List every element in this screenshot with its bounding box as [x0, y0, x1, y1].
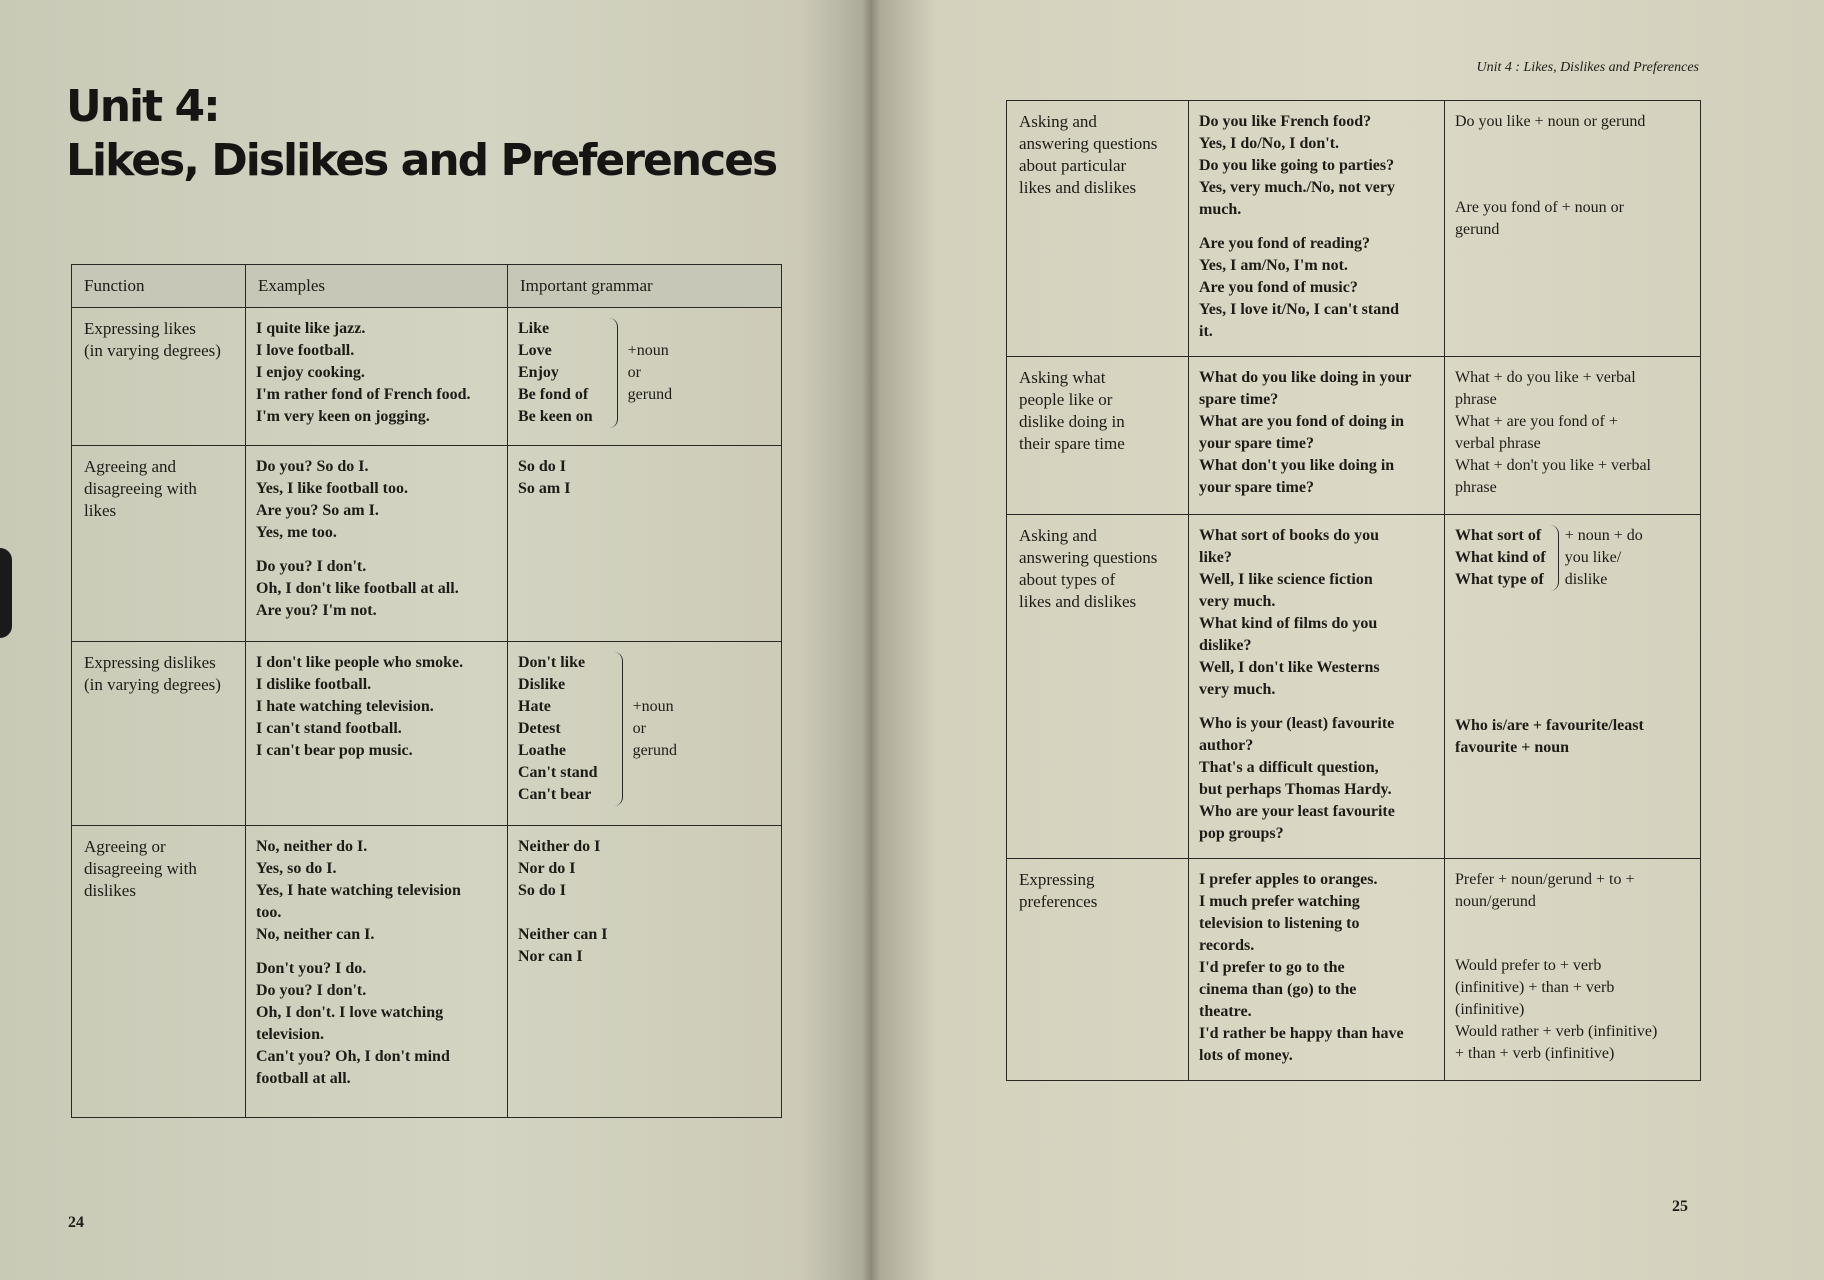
table-header-row: [72, 265, 782, 308]
header-function: Function: [72, 265, 246, 308]
function-cell: Asking and answering questions about types of likes and dislikes: [1007, 515, 1189, 859]
functions-table-left: [71, 264, 782, 1118]
unit-title-line1: Unit 4:: [66, 81, 219, 132]
grammar-verb-list: Don't like Dislike Hate Detest Loathe Can't stand Can't bear: [518, 654, 598, 803]
examples-cell: [1189, 101, 1445, 357]
page-number-left: 24: [68, 1214, 84, 1231]
unit-title: [66, 80, 776, 188]
examples-cell: [246, 446, 508, 642]
example-group: No, neither do I. Yes, so do I. Yes, I hate watching television too. No, neither can I.: [256, 838, 461, 943]
running-head: Unit 4 : Likes, Dislikes and Preferences: [1476, 60, 1699, 75]
function-cell: Agreeing and disagreeing with likes: [72, 446, 246, 642]
function-cell: Asking what people like or dislike doing in their spare time: [1007, 357, 1189, 515]
function-cell: Expressing preferences: [1007, 859, 1189, 1081]
examples-cell: [246, 826, 508, 1118]
example-group: Don't you? I do. Do you? I don't. Oh, I don't. I love watching television. Can't you? Oh, I don't mind football at all.: [256, 960, 450, 1087]
grammar-text: Would prefer to + verb (infinitive) + than + verb (infinitive) Would rather + verb (infinitive) + than + verb (infinitive): [1455, 957, 1658, 1062]
grammar-cell: [1445, 515, 1701, 859]
example-group: Do you? So do I. Yes, I like football too. Are you? So am I. Yes, me too.: [256, 458, 408, 541]
example-group: Do you like French food? Yes, I do/No, I don't. Do you like going to parties? Yes, very much./No, not very much.: [1199, 113, 1395, 218]
examples-cell: [246, 642, 508, 826]
grammar-text: Are you fond of + noun or gerund: [1455, 199, 1624, 238]
header-examples: Examples: [246, 265, 508, 308]
grammar-verb-list: Like Love Enjoy Be fond of Be keen on: [518, 320, 593, 425]
table-row: [1007, 515, 1701, 859]
grammar-question-list: What sort of What kind of What type of: [1455, 527, 1546, 588]
grammar-pattern: +noun or gerund: [632, 698, 678, 759]
brace-icon: [614, 652, 623, 806]
table-row: [1007, 357, 1701, 515]
example-group: Who is your (least) favourite author? That's a difficult question, but perhaps Thomas Hardy. Who are your least favourite pop groups?: [1199, 715, 1395, 842]
grammar-text: Neither do I Nor do I So do I: [518, 838, 601, 899]
example-group: I quite like jazz. I love football. I enjoy cooking. I'm rather fond of French food. I'm very keen on jogging.: [256, 320, 471, 425]
table-row: [72, 446, 782, 642]
function-cell: Expressing dislikes (in varying degrees): [72, 642, 246, 826]
grammar-text: Neither can I Nor can I: [518, 926, 608, 965]
table-row: [72, 826, 782, 1118]
function-cell: Expressing likes (in varying degrees): [72, 308, 246, 446]
table-row: [72, 642, 782, 826]
book-gutter: [862, 0, 880, 1280]
example-group: Do you? I don't. Oh, I don't like football at all. Are you? I'm not.: [256, 558, 459, 619]
grammar-text: Do you like + noun or gerund: [1455, 113, 1646, 130]
example-group: What sort of books do you like? Well, I like science fiction very much. What kind of films do you dislike? Well, I don't like Westerns very much.: [1199, 527, 1380, 698]
example-group: What do you like doing in your spare time? What are you fond of doing in your spare time? What don't you like doing in your spare time?: [1199, 369, 1412, 496]
grammar-pattern: + noun + do you like/ dislike: [1564, 527, 1643, 588]
functions-table-right: [1006, 100, 1701, 1081]
example-group: I prefer apples to oranges. I much prefer watching television to listening to records. I'd prefer to go to the cinema than (go) to the theatre. I'd rather be happy than have lots of money.: [1199, 871, 1404, 1064]
page-number-right: 25: [1672, 1198, 1688, 1215]
grammar-cell: [508, 446, 782, 642]
grammar-text: What + do you like + verbal phrase What + are you fond of + verbal phrase What + don't you like + verbal phrase: [1455, 369, 1651, 496]
examples-cell: [1189, 357, 1445, 515]
grammar-cell: [1445, 357, 1701, 515]
grammar-cell: [508, 826, 782, 1118]
example-group: I don't like people who smoke. I dislike football. I hate watching television. I can't stand football. I can't bear pop music.: [256, 654, 464, 759]
header-grammar: Important grammar: [508, 265, 782, 308]
table-row: [1007, 101, 1701, 357]
brace-icon: [1550, 525, 1559, 591]
examples-cell: [1189, 515, 1445, 859]
grammar-bracket-group: [1455, 525, 1690, 591]
function-cell: Asking and answering questions about particular likes and dislikes: [1007, 101, 1189, 357]
grammar-cell: [1445, 101, 1701, 357]
grammar-pattern: +noun or gerund: [627, 342, 673, 403]
table-row: [1007, 859, 1701, 1081]
left-page: [0, 0, 870, 1280]
grammar-cell: [1445, 859, 1701, 1081]
grammar-cell: [508, 642, 782, 826]
function-cell: Agreeing or disagreeing with dislikes: [72, 826, 246, 1118]
grammar-cell: [508, 308, 782, 446]
grammar-bracket-group: [518, 318, 771, 428]
example-group: Are you fond of reading? Yes, I am/No, I'm not. Are you fond of music? Yes, I love it/No, I can't stand it.: [1199, 235, 1400, 340]
brace-icon: [609, 318, 618, 428]
grammar-text: Who is/are + favourite/least favourite + noun: [1455, 717, 1644, 756]
grammar-text: Prefer + noun/gerund + to + noun/gerund: [1455, 871, 1635, 910]
examples-cell: [246, 308, 508, 446]
unit-title-line2: Likes, Dislikes and Preferences: [66, 135, 777, 186]
table-row: [72, 308, 782, 446]
examples-cell: [1189, 859, 1445, 1081]
page-tab-marker: [0, 548, 12, 638]
grammar-text: So do I So am I: [518, 458, 571, 497]
grammar-bracket-group: [518, 652, 771, 806]
